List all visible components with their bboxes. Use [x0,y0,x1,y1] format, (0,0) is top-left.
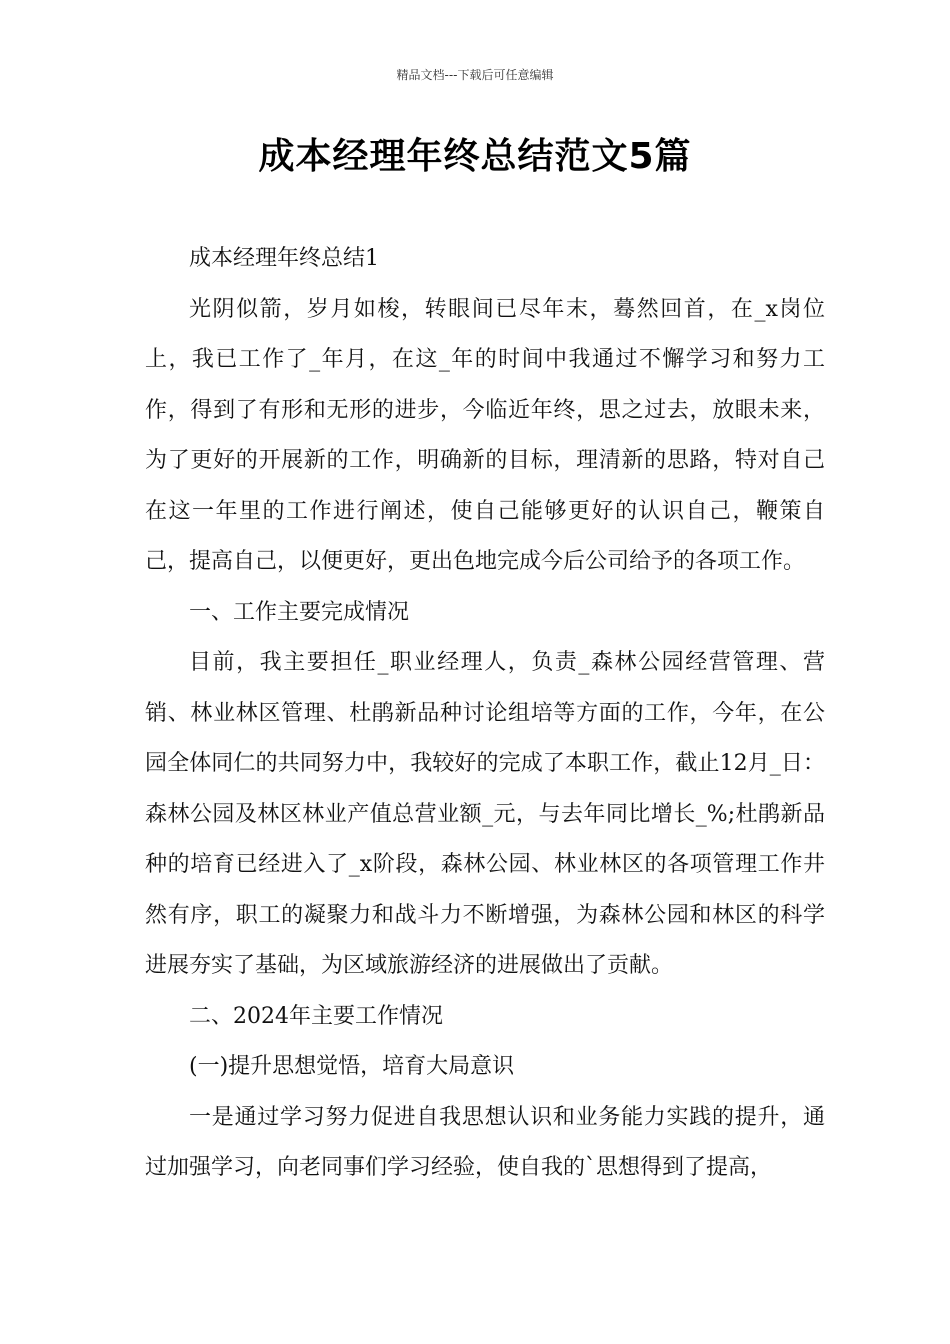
section-heading-main-work: 二、2024年主要工作情况 [189,1003,443,1029]
section-heading-work-completion: 一、工作主要完成情况 [189,599,410,625]
intro-paragraph: 光阴似箭，岁月如梭，转眼间已尽年末，蓦然回首，在_x岗位上，我已工作了_年月，在这_年的时间中我通过不懈学习和努力工作，得到了有形和无形的进步，今临近年终，思之过去，放眼未来，为了更好的开展新的工作，明确新的目标，理清新的思路，特对自己在这一年里的工作进行阐述，使自己能够更好的认识自己，鞭策自己，提高自己，以便更好，更出色地完成今后公司给予的各项工作。 [145,296,825,574]
work-completion-paragraph: 目前，我主要担任_职业经理人，负责_森林公园经营管理、营销、林业林区管理、杜鹃新品种讨论组培等方面的工作，今年，在公园全体同仁的共同努力中，我较好的完成了本职工作，截止12月_日：森林公园及林区林业产值总营业额_元，与去年同比增长_%;杜鹃新品种的培育已经进入了_x阶段，森林公园、林业林区的各项管理工作井然有序，职工的凝聚力和战斗力不断增强，为森林公园和林区的科学进展夯实了基础，为区域旅游经济的进展做出了贡献。 [145,650,825,978]
subsection-heading-awareness: (一)提升思想觉悟，培育大局意识 [189,1054,515,1079]
page-header-note: 精品文档---下载后可任意编辑 [396,68,554,82]
document-body [145,234,825,1194]
awareness-paragraph: 一是通过学习努力促进自我思想认识和业务能力实践的提升，通过加强学习，向老同事们学习经验，使自我的`思想得到了提高， [145,1104,825,1180]
section-heading-summary-1: 成本经理年终总结1 [189,246,379,271]
document-title: 成本经理年终总结范文5篇 [258,136,692,177]
